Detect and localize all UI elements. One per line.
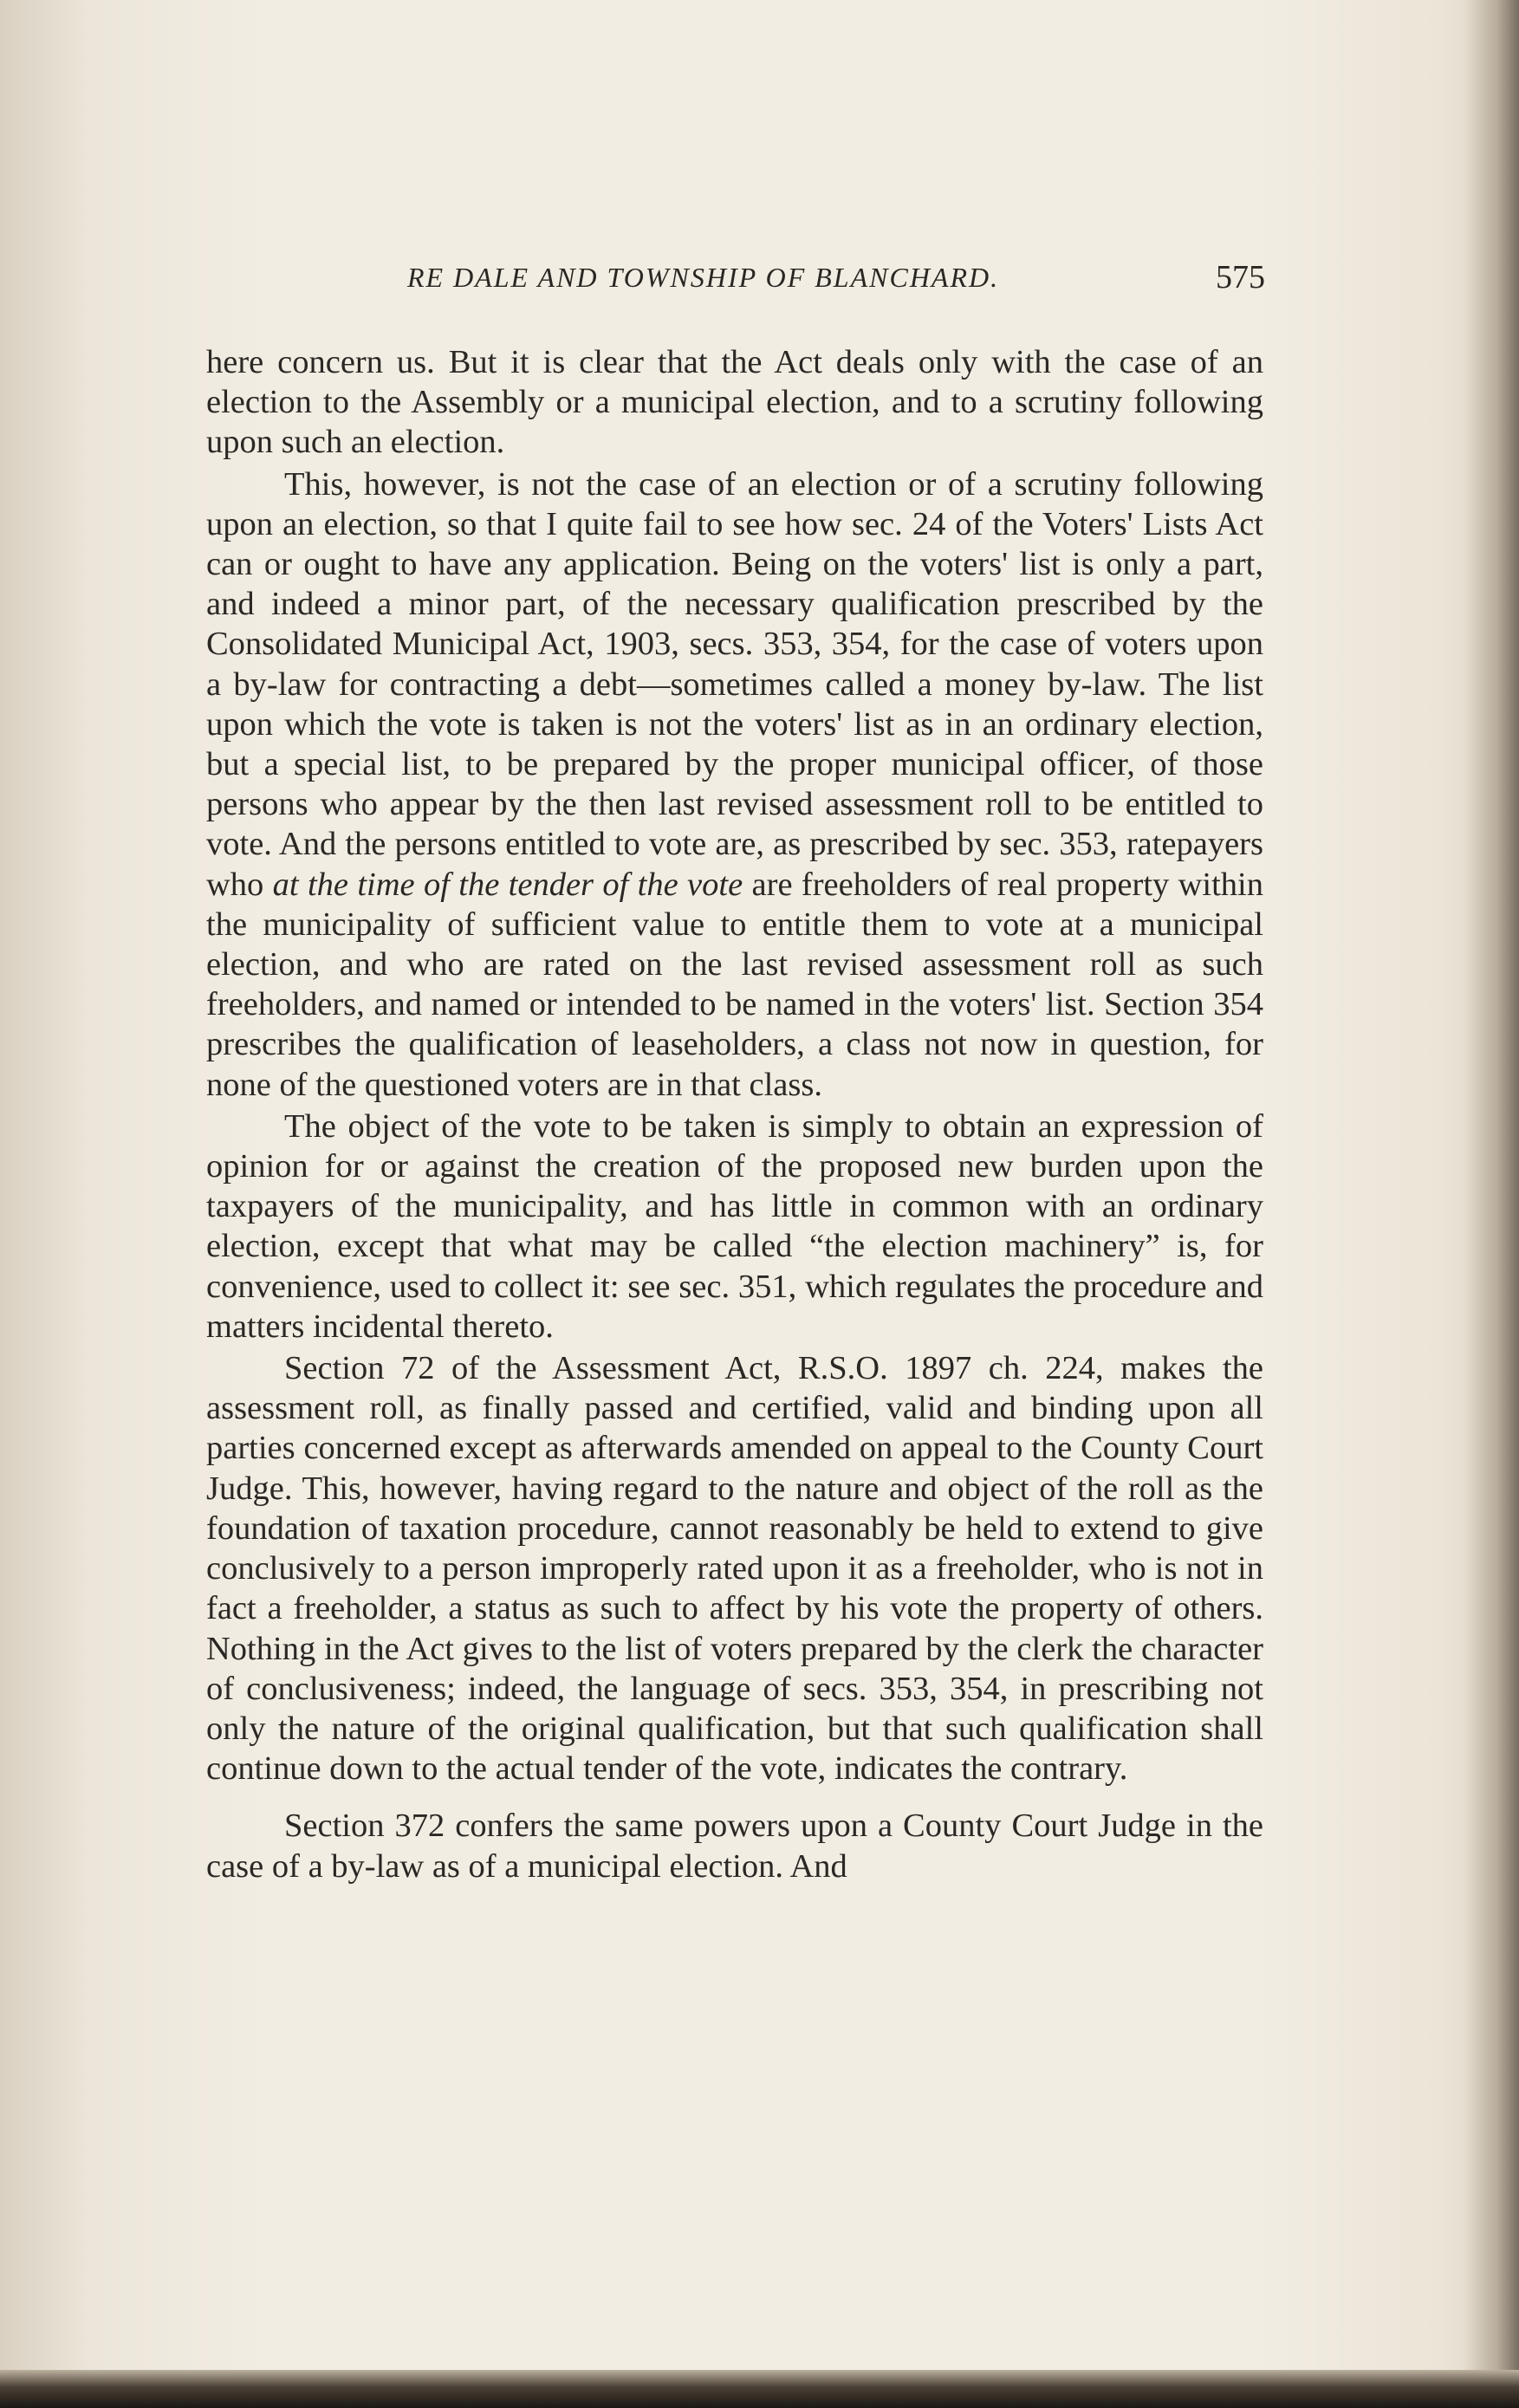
- paragraph-4: Section 72 of the Assessment Act, R.S.O. 1897 ch. 224, makes the assessment roll, as finally passed and certified, valid and binding upon all parties concerned except as afterwards amended on appeal to the County Court Judge. This, however, having regard to the nature and object of the roll as the foundation of taxation procedure, cannot reasonably be held to extend to give conclusively to a person improperly rated upon it as a freeholder, who is not in fact a freeholder, a status as such to affect by his vote the property of others. Nothing in the Act gives to the list of voters prepared by the clerk the character of conclusiveness; indeed, the language of secs. 353, 354, in prescribing not only the nature of the original qualification, but that such qualification shall continue down to the actual tender of the vote, indicates the contrary.: [206, 1350, 1263, 1788]
- paragraph-2-end: are freeholders of real property within the municipality of sufficient value to entitle them to vote at a municipal election, and who are rated on the last revised assessment roll as such freeholders, and named or intended to be named in the voters' list. Section 354 prescribes the qualification of leaseholders, a class not now in question, for none of the questioned voters are in that class.: [206, 866, 1264, 1103]
- page-header: [407, 258, 1265, 302]
- paragraph-2: [206, 464, 1263, 1105]
- body-text: [206, 342, 1263, 1886]
- page-gutter-shadow: [1464, 0, 1519, 2408]
- paragraph-2-text: This, however, is not the case of an election or of a scrutiny following upon an election, so that I quite fail to see how sec. 24 of the Voters' Lists Act can or ought to have any application. Being on the voters' list is only a part, and indeed a minor part, of the necessary qualification prescribed by the Consolidated Municipal Act, 1903, secs. 353, 354, for the case of voters upon a by-law for contracting a debt—sometimes called a money by-law. The list upon which the vote is taken is not the voters' list as in an ordinary election, but a special list, to be prepared by the proper municipal officer, of those persons who appear by the then last revised assessment roll to be entitled to vote. And the persons entitled to vote are, as prescribed by sec. 353, ratepayers who: [206, 465, 1263, 903]
- running-title: RE DALE AND TOWNSHIP OF BLANCHARD.: [407, 262, 1000, 293]
- paragraph-2-italic: at the time of the tender of the vote: [272, 866, 743, 903]
- paragraph-3: The object of the vote to be taken is simply to obtain an expression of opinion for or against the creation of the proposed new burden upon the taxpayers of the municipality, and has little in common with an ordinary election, except that what may be called “the election machinery” is, for convenience, used to collect it: see sec. 351, which regulates the procedure and matters incidental thereto.: [206, 1107, 1263, 1345]
- paragraph-5: Section 372 confers the same powers upon a County Court Judge in the case of a by-law as of a municipal election. And: [206, 1808, 1263, 1885]
- paragraph-1: here concern us. But it is clear that the Act deals only with the case of an election to the Assembly or a municipal election, and to a scrutiny following upon such an election.: [206, 344, 1263, 461]
- page-bottom-edge: [0, 2370, 1519, 2408]
- page-number: 575: [1216, 259, 1265, 295]
